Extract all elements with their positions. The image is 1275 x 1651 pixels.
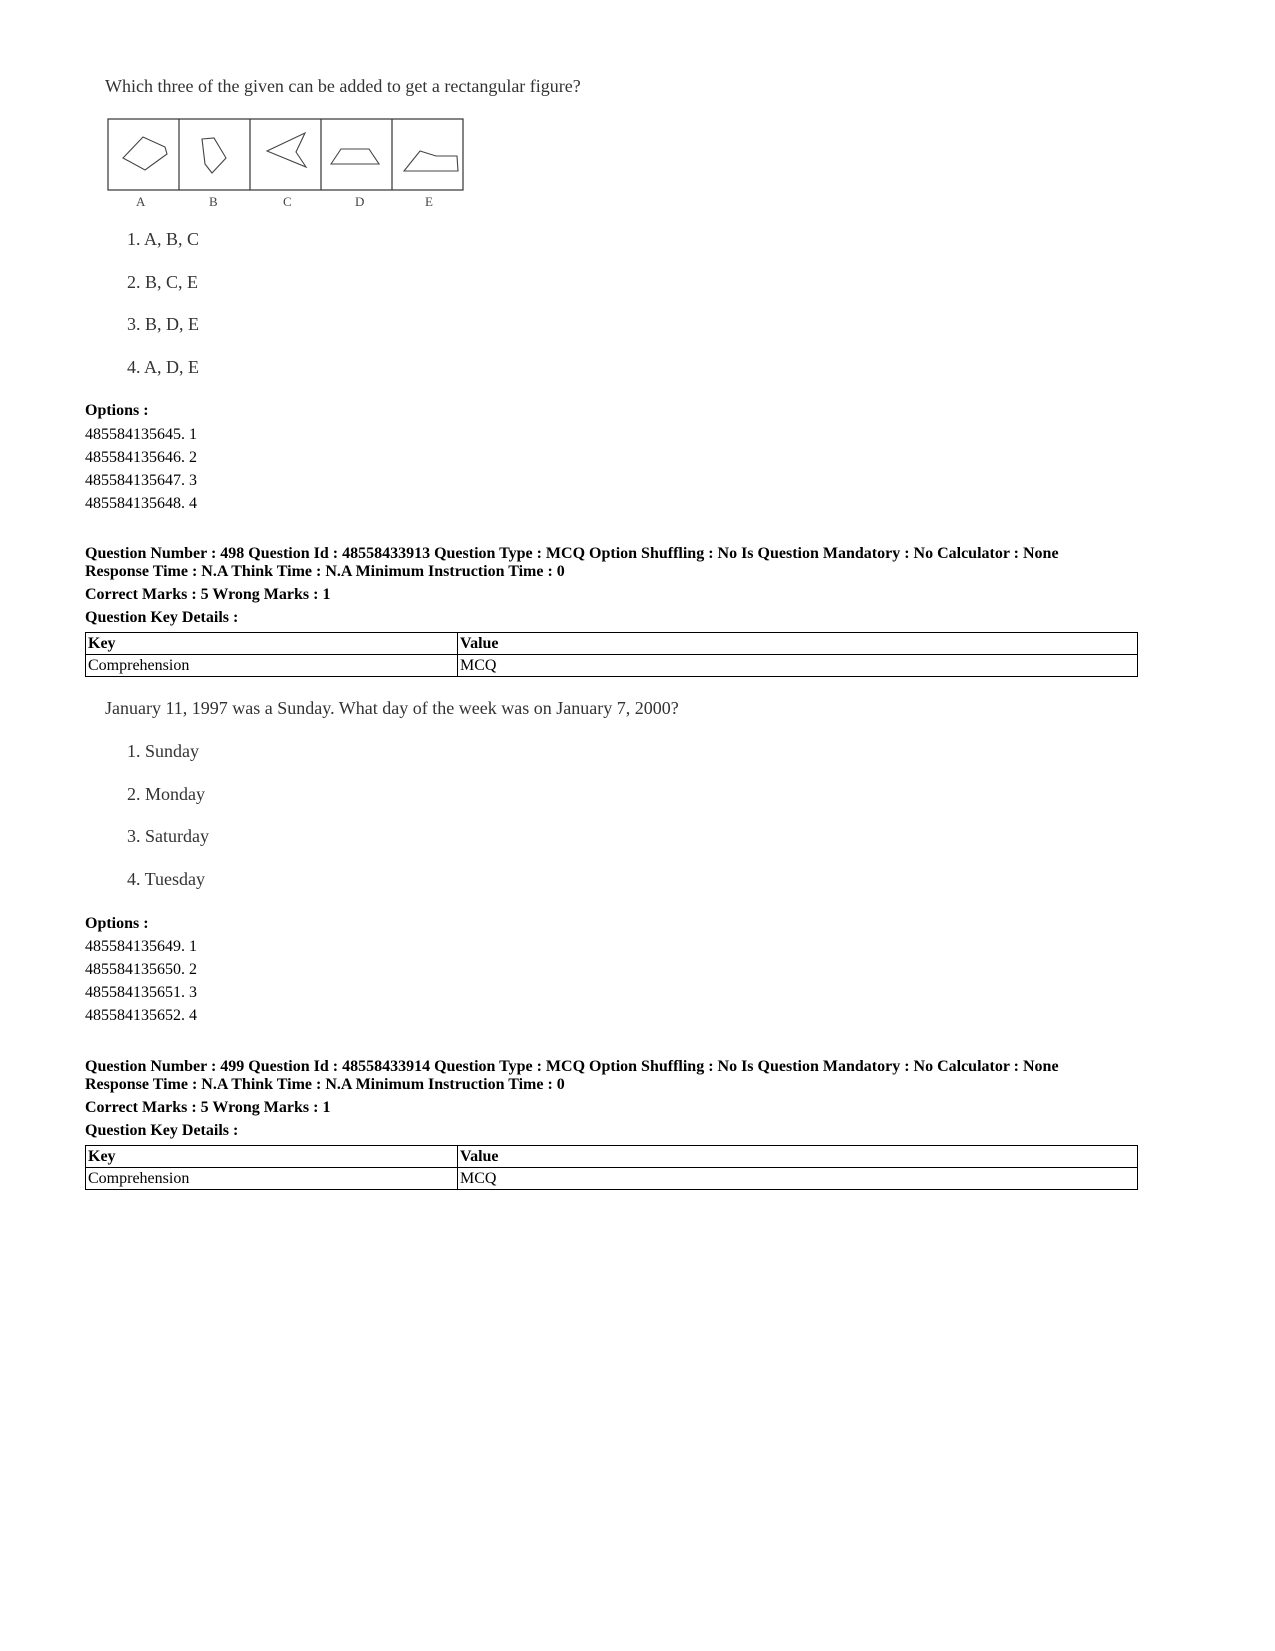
option-item: 485584135648. 4 xyxy=(85,495,197,512)
choice-item: 3. B, D, E xyxy=(127,314,199,334)
option-item: 485584135647. 3 xyxy=(85,472,197,489)
question-meta-line: Response Time : N.A Think Time : N.A Minimum Instruction Time : 0 xyxy=(85,563,565,580)
shape-a xyxy=(123,137,167,170)
marks-line: Correct Marks : 5 Wrong Marks : 1 xyxy=(85,586,331,603)
options-label: Options : xyxy=(85,402,149,419)
table-header-row xyxy=(86,1146,1138,1168)
figure-label: A xyxy=(136,194,146,209)
option-item: 485584135652. 4 xyxy=(85,1007,197,1024)
figure-label: D xyxy=(355,194,365,209)
options-list xyxy=(85,935,197,1027)
figure-frame xyxy=(108,119,463,190)
key-details-label: Question Key Details : xyxy=(85,609,239,626)
question-meta xyxy=(85,1058,1059,1094)
option-item: 485584135645. 1 xyxy=(85,426,197,443)
figure-label: E xyxy=(425,194,433,209)
options-label: Options : xyxy=(85,915,149,932)
table-header-key: Key xyxy=(86,633,458,655)
choice-item: 2. B, C, E xyxy=(127,272,199,292)
table-cell-key: Comprehension xyxy=(86,1168,458,1190)
shape-d xyxy=(331,149,379,164)
question-meta-line: Response Time : N.A Think Time : N.A Minimum Instruction Time : 0 xyxy=(85,1076,565,1093)
shape-e xyxy=(404,151,458,171)
marks-line: Correct Marks : 5 Wrong Marks : 1 xyxy=(85,1099,331,1116)
table-header-value: Value xyxy=(458,1146,1138,1168)
option-item: 485584135651. 3 xyxy=(85,984,197,1001)
shape-c xyxy=(267,133,306,167)
table-header-row xyxy=(86,633,1138,655)
choice-item: 4. A, D, E xyxy=(127,357,199,377)
table-cell-value: MCQ xyxy=(458,1168,1138,1190)
key-details-label: Question Key Details : xyxy=(85,1122,239,1139)
table-cell-value: MCQ xyxy=(458,655,1138,677)
choice-item: 1. Sunday xyxy=(127,741,199,761)
table-header-key: Key xyxy=(86,1146,458,1168)
option-item: 485584135646. 2 xyxy=(85,449,197,466)
table-row xyxy=(86,655,1138,677)
key-value-table xyxy=(85,632,1138,677)
key-value-table xyxy=(85,1145,1138,1190)
shapes-figure-svg xyxy=(107,118,467,210)
choice-item: 4. Tuesday xyxy=(127,869,206,889)
key-value-table-grid xyxy=(85,632,1138,677)
choice-item: 1. A, B, C xyxy=(127,229,200,249)
question-text: January 11, 1997 was a Sunday. What day of the week was on January 7, 2000? xyxy=(105,698,679,718)
key-value-table-grid xyxy=(85,1145,1138,1190)
question-meta-line: Question Number : 498 Question Id : 48558433913 Question Type : MCQ Option Shuffling : No Is Question Mandatory : No Calculator : None xyxy=(85,545,1059,562)
question-text: Which three of the given can be added to get a rectangular figure? xyxy=(105,76,581,96)
figure-label: B xyxy=(209,194,218,209)
table-header-value: Value xyxy=(458,633,1138,655)
choice-item: 2. Monday xyxy=(127,784,205,804)
table-row xyxy=(86,1168,1138,1190)
figure-label: C xyxy=(283,194,292,209)
question-meta xyxy=(85,545,1059,581)
shape-b xyxy=(202,138,226,173)
choice-item: 3. Saturday xyxy=(127,826,209,846)
question-meta-line: Question Number : 499 Question Id : 48558433914 Question Type : MCQ Option Shuffling : No Is Question Mandatory : No Calculator : None xyxy=(85,1058,1059,1075)
table-cell-key: Comprehension xyxy=(86,655,458,677)
option-item: 485584135650. 2 xyxy=(85,961,197,978)
options-list xyxy=(85,423,197,515)
shapes-figure xyxy=(107,118,467,215)
option-item: 485584135649. 1 xyxy=(85,938,197,955)
